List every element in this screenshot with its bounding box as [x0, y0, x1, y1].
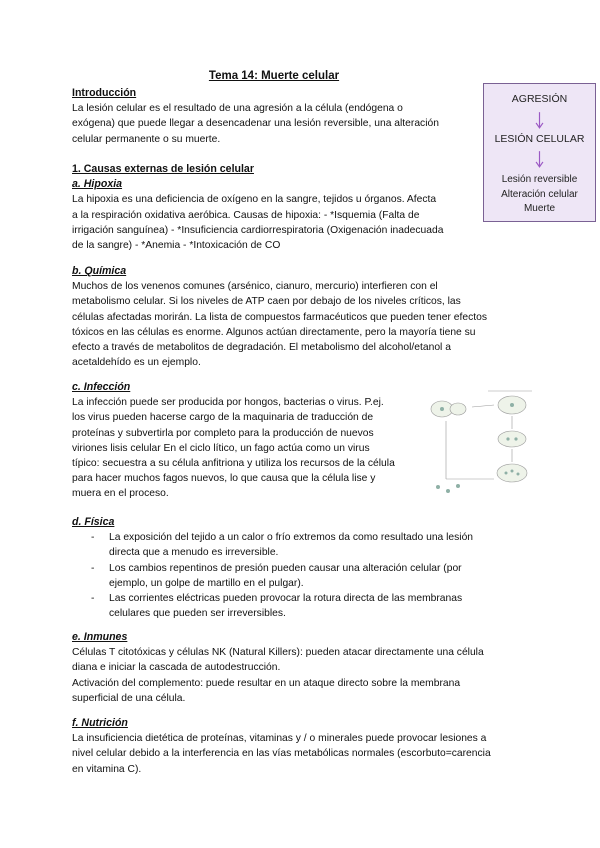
flow-outcome: Muerte	[523, 203, 556, 214]
hipoxia-heading: a. Hipoxia	[72, 178, 123, 191]
inmunes-line: diana e iniciar la cascada de autodestrucción.	[72, 662, 281, 674]
fisica-item-line: - La exposición del tejido a un calor o frío extremos da como resultado una lesión	[109, 532, 474, 544]
infeccion-line: los virus pueden hacerse cargo de la maquinaria de traducción de	[72, 412, 374, 424]
inmunes-line: Activación del complemento: puede resultar en un ataque directo sobre la membrana	[72, 677, 461, 689]
list-item	[72, 591, 532, 621]
quimica-line: Muchos de los venenos comunes (arsénico, cianuro, mercurio) interfieren con el	[72, 281, 438, 293]
fisica-item-line: ejemplo, un golpe de martillo en el pulgar).	[109, 577, 304, 589]
infeccion-line: típico: secuestra a su célula anfitriona y utiliza los recursos de la célula	[72, 458, 395, 470]
list-item	[72, 561, 532, 591]
quimica-line: efecto a través de metabolitos de degradación. El metabolismo del alcohol/etanol a	[72, 342, 451, 354]
infeccion-section	[72, 380, 395, 502]
inmunes-section	[72, 630, 484, 706]
flowchart-box	[483, 83, 596, 222]
hipoxia-line: La hipoxia es una deficiencia de oxígeno en la sangre, tejidos u órganos. Afecta	[72, 194, 437, 206]
fisica-heading: d. Física	[72, 516, 115, 528]
nutricion-line: en vitamina C).	[72, 763, 142, 775]
section1-heading: 1. Causas externas de lesión celular	[72, 163, 254, 175]
quimica-line: células afectadas morirán. La lista de compuestos farmacéuticos que pueden tener efectos	[72, 311, 487, 323]
fisica-section	[72, 515, 532, 621]
intro-heading: Introducción	[72, 87, 137, 99]
intro-line: La lesión celular es el resultado de una agresión a la célula (endógena o	[72, 103, 403, 115]
section1	[72, 162, 443, 253]
hipoxia-line: de la sangre) - *Anemia - *Intoxicación de CO	[72, 240, 281, 252]
inmunes-line: Células T citotóxicas y células NK (Natural Killers): pueden atacar directamente una célula	[72, 647, 484, 659]
infeccion-line: muera en el proceso.	[72, 488, 169, 500]
fisica-item-line: - Los cambios repentinos de presión pueden causar una alteración celular (por	[109, 562, 462, 574]
infeccion-line: viriones lisis celular En el ciclo lítico, un fago actúa como un virus	[72, 442, 370, 454]
nutricion-line: nivel celular debido a la interferencia en las vías metabólicas normales (escorbuto=carencia	[72, 748, 491, 760]
flow-cell-injury: LESIÓN CELULAR	[494, 133, 585, 145]
inmunes-heading: e. Inmunes	[72, 631, 128, 643]
infeccion-heading: c. Infección	[72, 381, 131, 393]
quimica-heading: b. Química	[72, 265, 127, 277]
flow-outcome: Alteración celular	[501, 188, 578, 200]
quimica-line: metabolismo celular. Si los niveles de ATP caen por debajo de los niveles críticos, las	[72, 296, 461, 308]
list-item	[72, 530, 532, 560]
nutricion-line: La insuficiencia dietética de proteínas, vitaminas y / o minerales puede provocar lesiones a	[72, 733, 487, 745]
inmunes-line: superficial de una célula.	[72, 692, 186, 704]
hipoxia-line: irrigación sanguínea) - *Insuficiencia cardiorrespiratoria (Oxigenación inadecuada	[72, 224, 444, 236]
flow-aggression: AGRESIÓN	[511, 93, 568, 105]
intro-section	[72, 86, 439, 147]
quimica-section	[72, 264, 487, 370]
flow-outcome: Lesión reversible	[501, 174, 578, 185]
intro-line: exógena) que puede llegar a desencadenar una lesión reversible, una alteración	[72, 118, 439, 130]
infeccion-line: La infección puede ser producida por hongos, bacterias o virus. P.ej.	[72, 397, 384, 409]
down-arrow-icon	[484, 111, 595, 131]
fisica-list	[72, 530, 532, 621]
quimica-line: tóxicos en las células es enorme. Algunos actúan directamente, pero la mayoría tiene su	[72, 326, 476, 338]
quimica-line: acetaldehído es un ejemplo.	[72, 357, 201, 369]
intro-line: celular permanente o su muerte.	[72, 133, 221, 145]
lytic-cycle-figure	[428, 383, 536, 499]
page-title: Tema 14: Muerte celular	[208, 70, 340, 82]
flow-outcomes	[484, 173, 595, 217]
infeccion-line: para hacer muchos fagos nuevos, lo que causa que la célula lise y	[72, 473, 376, 485]
nutricion-section	[72, 716, 491, 777]
fisica-item-line: directa que a menudo es irreversible.	[109, 547, 279, 559]
fisica-item-line: celulares que pueden ser irreversibles.	[109, 608, 286, 620]
fisica-item-line: - Las corrientes eléctricas pueden provocar la rotura directa de las membranas	[109, 593, 463, 605]
hipoxia-line: a la respiración oxidativa aeróbica. Causas de hipoxia: - *Isquemia (Falta de	[72, 209, 420, 221]
infeccion-line: proteínas y subvertirla por completo para la producción de nuevos	[72, 427, 374, 439]
nutricion-heading: f. Nutrición	[72, 717, 128, 729]
down-arrow-icon	[484, 150, 595, 170]
